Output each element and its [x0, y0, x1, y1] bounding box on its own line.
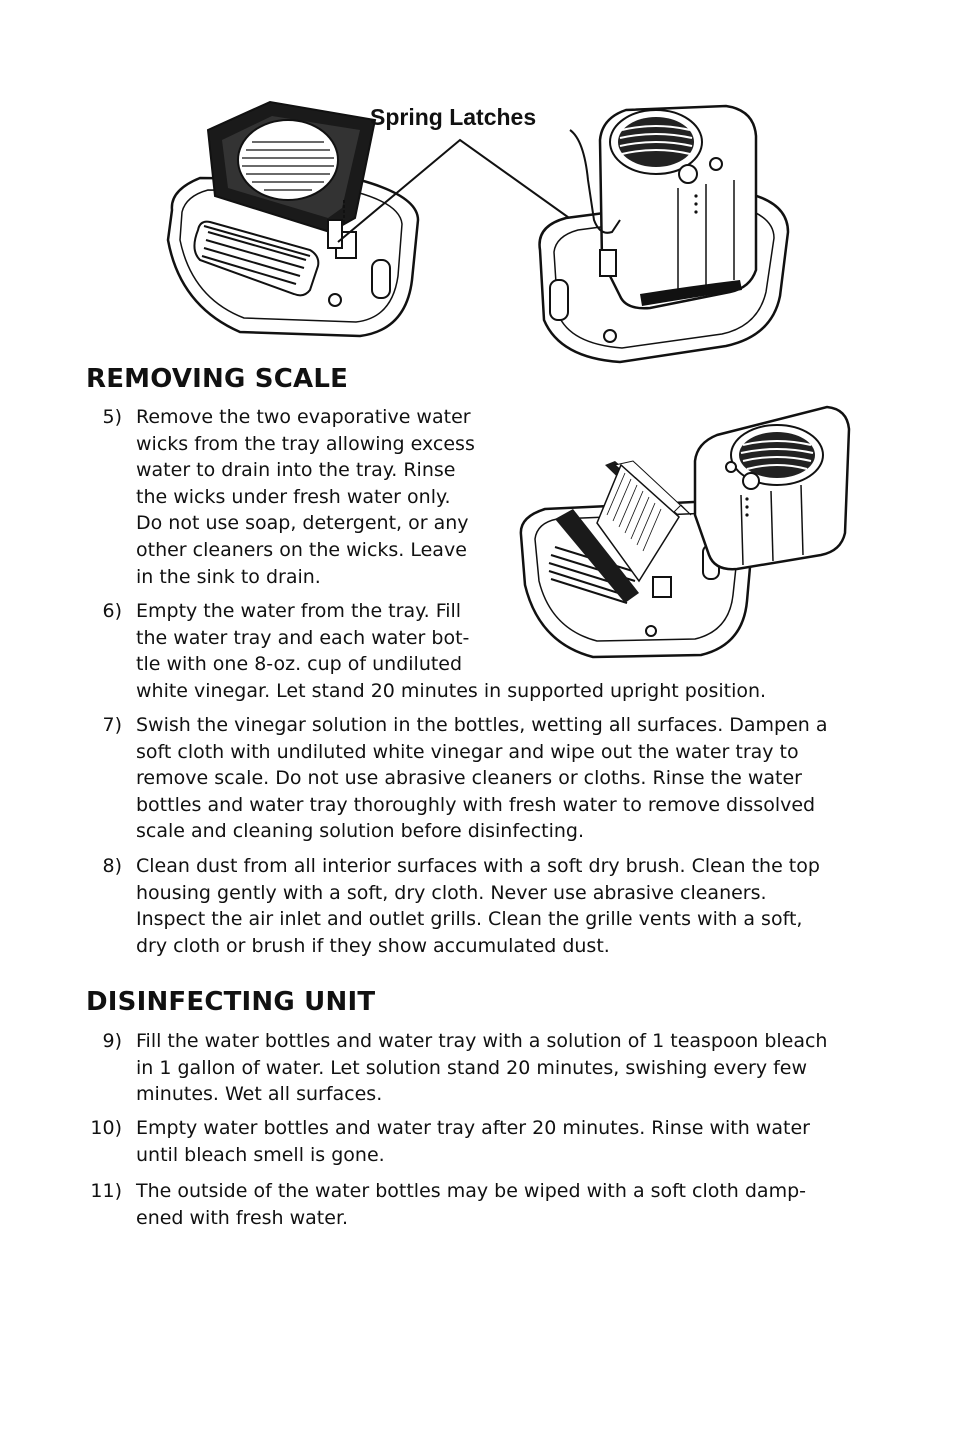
text-line: the water tray and each water bot- [136, 626, 470, 649]
text-line: Empty water bottles and water tray after 20 minutes. Rinse with water [136, 1117, 810, 1139]
step-text [136, 1178, 926, 1231]
step-number: 7) [102, 714, 122, 736]
text-line: housing gently with a soft, dry cloth. Never use abrasive cleaners. [136, 881, 767, 904]
text-line: tle with one 8-oz. cup of undiluted [136, 653, 463, 676]
text-line: Inspect the air inlet and outlet grills. Clean the grille vents with a soft, [136, 908, 803, 931]
text-line: Empty the water from the tray. Fill [136, 600, 462, 622]
text-line: Remove the two evaporative water [136, 406, 471, 428]
step-number: 6) [102, 600, 122, 622]
text-line: ened with fresh water. [136, 1206, 349, 1229]
text-line: Clean dust from all interior surfaces with a soft dry brush. Clean the top [136, 855, 820, 877]
text-line: other cleaners on the wicks. Leave [136, 538, 467, 561]
text-line: The outside of the water bottles may be wiped with a soft cloth damp- [136, 1180, 807, 1202]
disinfecting-unit-heading: DISINFECTING UNIT [86, 987, 376, 1017]
text-line: Do not use soap, detergent, or any [136, 512, 469, 535]
step-text [136, 712, 926, 845]
text-line: white vinegar. Let stand 20 minutes in supported upright position. [136, 679, 767, 702]
text-line: in the sink to drain. [136, 565, 321, 588]
text-line: remove scale. Do not use abrasive cleaners or cloths. Rinse the water [136, 767, 802, 790]
text-line: Fill the water bottles and water tray with a solution of 1 teaspoon bleach [136, 1030, 828, 1052]
step-text [136, 853, 926, 959]
text-line: soft cloth with undiluted white vinegar and wipe out the water tray to [136, 740, 799, 763]
text-line: wicks from the tray allowing excess [136, 432, 475, 455]
removing-scale-heading: REMOVING SCALE [86, 364, 349, 394]
text-line: minutes. Wet all surfaces. [136, 1083, 383, 1106]
text-line: until bleach smell is gone. [136, 1143, 385, 1166]
spring-latches-callout: Spring Latches [370, 104, 537, 130]
step-number: 9) [102, 1030, 122, 1052]
text-line: in 1 gallon of water. Let solution stand 20 minutes, swishing every few [136, 1056, 808, 1079]
text-line: scale and cleaning solution before disinfecting. [136, 820, 585, 843]
step-number: 10) [90, 1117, 122, 1139]
text-line: bottles and water tray thoroughly with fresh water to remove dissolved [136, 793, 816, 816]
text-line: dry cloth or brush if they show accumulated dust. [136, 934, 610, 957]
text-line: Swish the vinegar solution in the bottles, wetting all surfaces. Dampen a [136, 714, 828, 736]
step-text [136, 598, 926, 704]
humidifier-on-tray-illustration [530, 100, 795, 365]
step-number: 5) [102, 406, 122, 428]
step-number: 11) [90, 1180, 122, 1202]
step-text [136, 1028, 926, 1108]
text-line: water to drain into the tray. Rinse [136, 459, 456, 482]
step-text [136, 1115, 926, 1168]
step-number: 8) [102, 855, 122, 877]
text-line: the wicks under fresh water only. [136, 485, 451, 508]
step-text [136, 404, 496, 590]
